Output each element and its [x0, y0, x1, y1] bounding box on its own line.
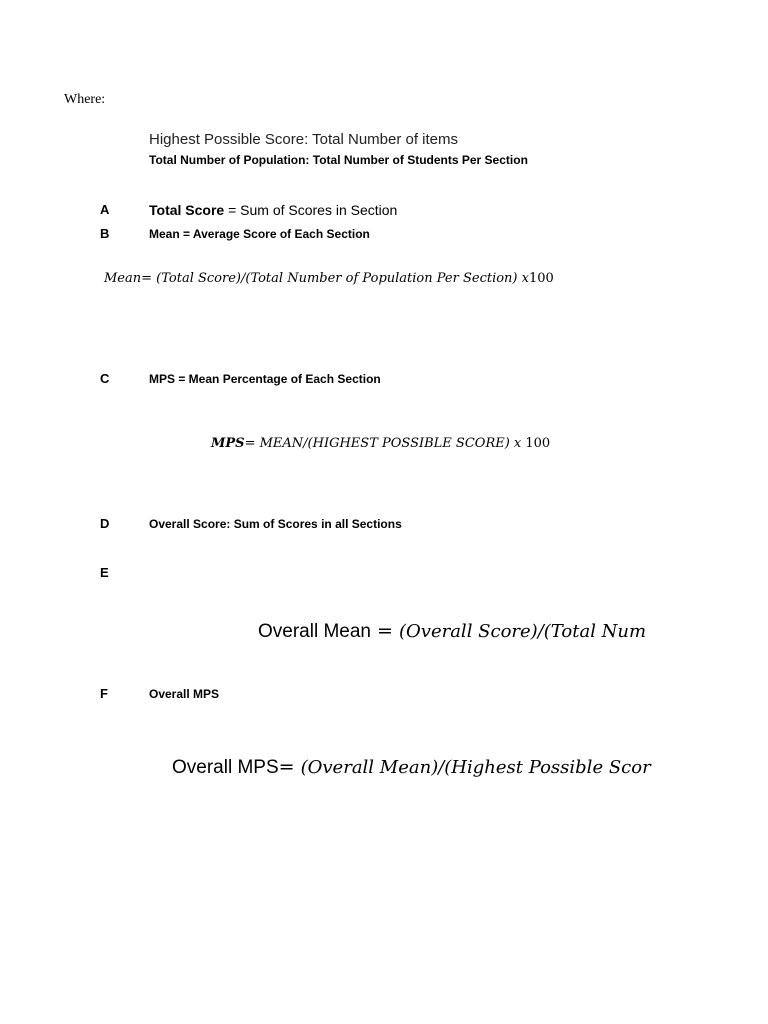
- mean-formula: [104, 271, 554, 286]
- mps-formula-rhs: MEAN/(HIGHEST POSSIBLE SCORE) x: [259, 436, 526, 451]
- overall-mean-formula-rhs: (Overall Score)/(Total Num: [399, 621, 647, 642]
- item-a-text: [149, 202, 397, 218]
- mean-formula-equals: =: [141, 271, 157, 286]
- overall-mps-formula-lhs: Overall MPS: [172, 757, 279, 778]
- overall-score-definition: Overall Score: Sum of Scores in all Sections: [149, 517, 402, 531]
- population-definition: Total Number of Population: Total Number of Students Per Section: [149, 153, 528, 167]
- mean-definition: Mean = Average Score of Each Section: [149, 227, 370, 241]
- overall-mps-formula: [172, 756, 662, 786]
- mps-formula-equals: =: [244, 436, 260, 451]
- mean-formula-rhs: (Total Score)/(Total Number of Population Per Section) x: [156, 271, 529, 286]
- mps-formula-factor: 100: [525, 436, 551, 451]
- item-f-letter: F: [100, 686, 108, 701]
- overall-mps-definition: Overall MPS: [149, 687, 220, 701]
- mps-formula-lhs: MPS: [211, 436, 245, 451]
- mean-formula-lhs: Mean: [104, 271, 142, 286]
- total-score-term: Total Score: [149, 202, 225, 218]
- mps-formula: [211, 436, 550, 451]
- mps-definition: MPS = Mean Percentage of Each Section: [149, 372, 381, 386]
- overall-mean-formula-lhs: Overall Mean: [258, 621, 371, 642]
- where-label: Where:: [64, 92, 106, 107]
- item-b-letter: B: [100, 226, 110, 241]
- item-a-letter: A: [100, 202, 110, 217]
- item-d-letter: D: [100, 516, 110, 531]
- hps-definition: Highest Possible Score: Total Number of items: [149, 131, 459, 148]
- item-e-letter: E: [100, 565, 109, 580]
- overall-mean-formula-equals: =: [371, 620, 399, 642]
- mean-formula-factor: 100: [528, 271, 554, 286]
- total-score-definition: = Sum of Scores in Section: [224, 202, 398, 218]
- item-c-letter: C: [100, 371, 110, 386]
- overall-mean-formula: [258, 620, 662, 650]
- overall-mps-formula-equals: =: [278, 756, 301, 778]
- overall-mps-formula-rhs: (Overall Mean)/(Highest Possible Scor: [300, 757, 651, 778]
